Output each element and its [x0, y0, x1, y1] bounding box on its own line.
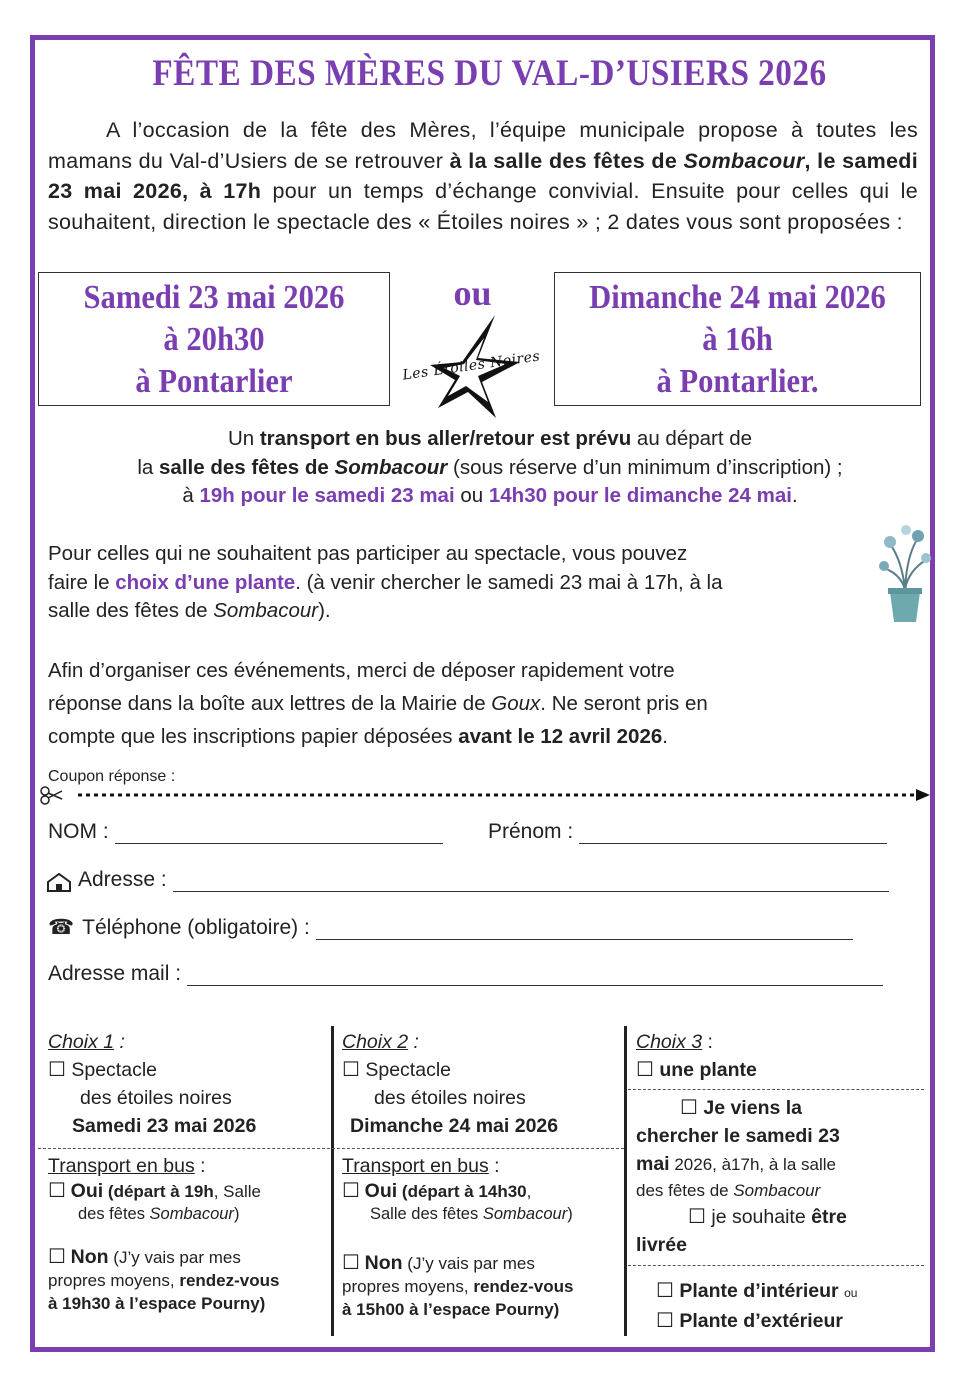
page-title: FÊTE DES MÈRES DU VAL-D’USIERS 2026 — [152, 53, 827, 94]
column-divider-1 — [331, 1026, 334, 1336]
choix3-interieur-option[interactable]: ☐ Plante d’intérieur ou — [656, 1280, 858, 1302]
choix3-livree-checkbox[interactable]: ☐ — [688, 1206, 706, 1228]
or-label: ou — [453, 273, 492, 313]
choix1-oui-option[interactable]: ☐ Oui (départ à 19h, Salle — [48, 1180, 261, 1202]
choix3-interieur-checkbox[interactable]: ☐ — [656, 1280, 674, 1302]
choix3-exterieur-option[interactable]: ☐ Plante d’extérieur — [656, 1310, 844, 1332]
adresse-field[interactable]: Adresse : — [46, 868, 889, 892]
choix3-column: Choix 3 : ☐ une plante ☐ Je viens la chercher le samedi 23 mai 2026, à17h, à la salle des fêtes de Sombacour ☐ je souhaite être livrée ☐ Plante d’intérieur ou ☐ Plante d’extérieur — [636, 1028, 926, 1335]
potted-plant-icon — [876, 520, 934, 628]
prenom-input-line[interactable] — [579, 823, 887, 844]
choix3-viens-option[interactable]: ☐ Je viens la — [680, 1097, 803, 1119]
choix2-spectacle-checkbox[interactable]: ☐ — [342, 1059, 360, 1081]
organise-paragraph: Afin d’organiser ces événements, merci de déposer rapidement votre réponse dans la boîte aux lettres de la Mairie de Goux. Ne seront pris en compte que les inscriptions papier déposées avant le 12 avril 2026. — [48, 659, 708, 748]
choix2-non-checkbox[interactable]: ☐ — [342, 1252, 360, 1274]
prenom-field[interactable]: Prénom : — [488, 820, 887, 844]
cut-line — [38, 785, 933, 805]
telephone-icon: ☎ — [48, 916, 75, 939]
choix3-livree-option[interactable]: ☐ je souhaite être — [688, 1206, 847, 1228]
choix1-oui-checkbox[interactable]: ☐ — [48, 1180, 66, 1202]
choix3-viens-checkbox[interactable]: ☐ — [680, 1097, 698, 1119]
coupon-label: Coupon réponse : — [48, 768, 176, 785]
choix2-oui-option[interactable]: ☐ Oui (départ à 14h30, — [342, 1180, 532, 1202]
choix2-spectacle-option[interactable]: ☐ Spectacle — [342, 1059, 451, 1081]
transport-info: Un transport en bus aller/retour est prévu au départ de la salle des fêtes de Sombacour (sous réserve d’un minimum d’inscription) ; à 19h pour le samedi 23 mai ou 14h30 pour le dimanche 24 mai. — [137, 427, 843, 507]
choix3-plante-option[interactable]: ☐ une plante — [636, 1059, 757, 1081]
column-divider-2 — [624, 1026, 627, 1336]
choix2-column: Choix 2 : ☐ Spectacle des étoiles noires Dimanche 24 mai 2026 Transport en bus : ☐ Oui (départ à 14h30, Salle des fêtes Sombacour) ☐ Non (J’y vais par mes propres moyens, rendez-vous à 15h00 à l’espace Pourny) — [342, 1028, 622, 1321]
choix3-plante-checkbox[interactable]: ☐ — [636, 1059, 654, 1081]
intro-paragraph: A l’occasion de la fête des Mères, l’équipe municipale propose à toutes les mamans du Val-d’Usiers de se retrouver à la salle des fêtes de Sombacour, le samedi 23 mai 2026, à 17h pour un temps d’échange convivial. Ensuite pour celles qui le souhaitent, direction le spectacle des « Étoiles noires » ; 2 dates vous sont proposées : — [48, 118, 919, 234]
choix1-non-option[interactable]: ☐ Non (J’y vais par mes — [48, 1246, 241, 1268]
nom-input-line[interactable] — [115, 823, 443, 844]
telephone-field[interactable]: ☎ Téléphone (obligatoire) : — [48, 915, 853, 940]
date-box-sunday: Dimanche 24 mai 2026 à 16h à Pontarlier. — [554, 272, 921, 406]
choix2-non-option[interactable]: ☐ Non (J’y vais par mes — [342, 1252, 535, 1274]
choix1-spectacle-checkbox[interactable]: ☐ — [48, 1059, 66, 1081]
choix1-column: Choix 1 : ☐ Spectacle des étoiles noires Samedi 23 mai 2026 Transport en bus : ☐ Oui (départ à 19h, Salle des fêtes Sombacour) ☐ Non (J’y vais par mes propres moyens, rendez-vous à 19h30 à l’espace Pourny) — [48, 1028, 328, 1315]
date-box-saturday: Samedi 23 mai 2026 à 20h30 à Pontarlier — [38, 272, 390, 406]
mail-field[interactable]: Adresse mail : — [48, 962, 883, 986]
mail-input-line[interactable] — [187, 965, 883, 986]
choix2-oui-checkbox[interactable]: ☐ — [342, 1180, 360, 1202]
choix1-non-checkbox[interactable]: ☐ — [48, 1246, 66, 1268]
nom-field[interactable]: NOM : — [48, 820, 443, 844]
logo-text: Les Étoiles Noires — [401, 348, 542, 384]
choix1-spectacle-option[interactable]: ☐ Spectacle — [48, 1059, 157, 1081]
adresse-input-line[interactable] — [173, 871, 889, 892]
plant-paragraph: Pour celles qui ne souhaitent pas participer au spectacle, vous pouvez faire le choix d’une plante. (à venir chercher le samedi 23 mai à 17h, à la salle des fêtes de Sombacour). — [48, 542, 723, 622]
house-icon — [46, 872, 72, 892]
telephone-input-line[interactable] — [316, 919, 853, 940]
choix3-exterieur-checkbox[interactable]: ☐ — [656, 1310, 674, 1332]
scissors-icon — [41, 787, 62, 804]
